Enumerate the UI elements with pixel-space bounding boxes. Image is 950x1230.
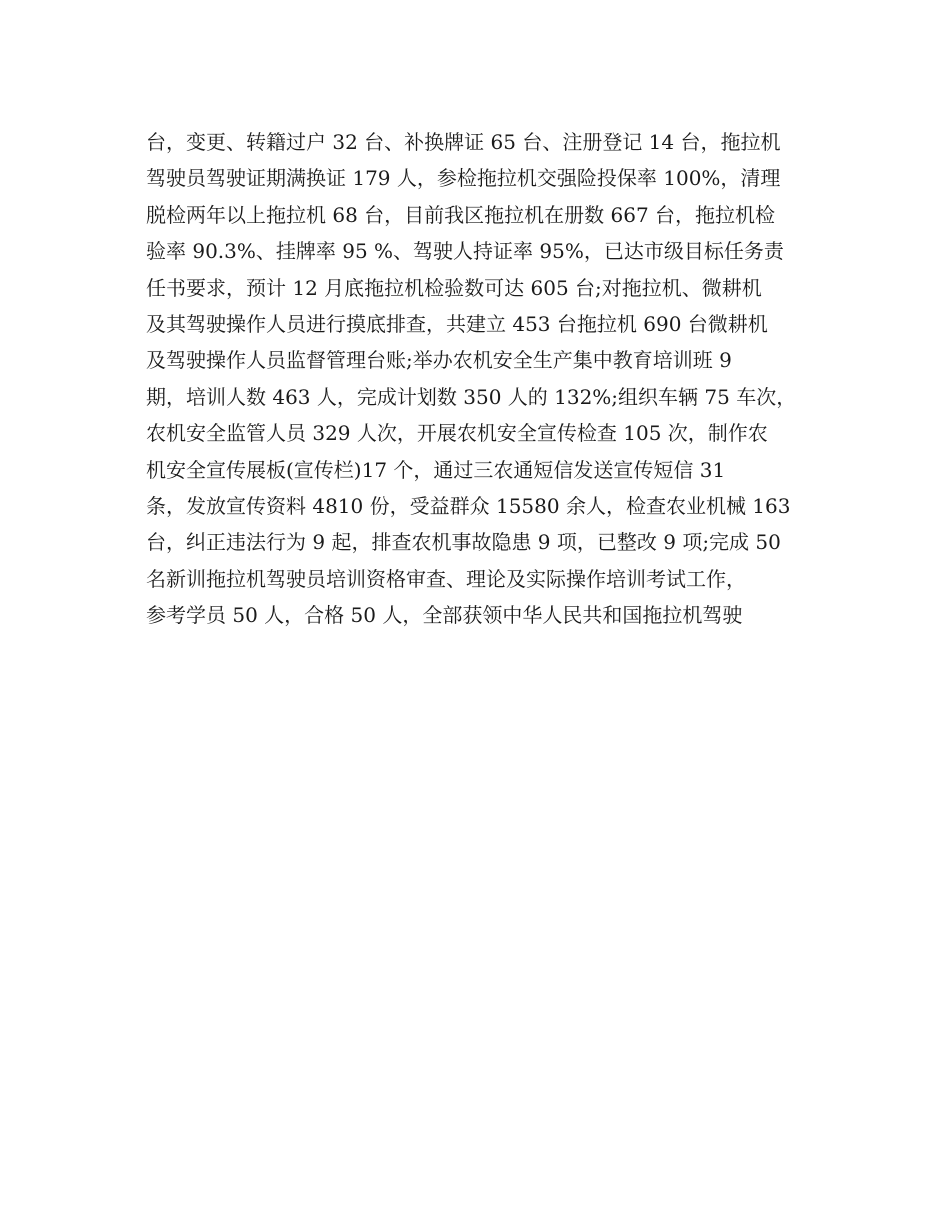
text-line-9: 农机安全监管人员 329 人次，开展农机安全宣传检查 105 次，制作农 <box>146 421 768 446</box>
text-line-4: 验率 90.3%、挂牌率 95 %、驾驶人持证率 95%，已达市级目标任务责 <box>146 239 784 264</box>
text-line-13: 名新训拖拉机驾驶员培训资格审查、理论及实际操作培训考试工作， <box>146 566 746 591</box>
text-line-6: 及其驾驶操作人员进行摸底排查，共建立 453 台拖拉机 690 台微耕机 <box>146 311 768 336</box>
text-line-14: 参考学员 50 人，合格 50 人，全部获领中华人民共和国拖拉机驾驶 <box>146 603 743 628</box>
text-line-7: 及驾驶操作人员监督管理台账;举办农机安全生产集中教育培训班 9 <box>146 348 732 373</box>
text-line-1: 台，变更、转籍过户 32 台、补换牌证 65 台、注册登记 14 台，拖拉机 <box>146 130 781 154</box>
text-line-10: 机安全宣传展板(宣传栏)17 个，通过三农通短信发送宣传短信 31 <box>146 457 726 482</box>
text-line-12: 台，纠正违法行为 9 起，排查农机事故隐患 9 项，已整改 9 项;完成 50 <box>146 530 781 555</box>
text-line-5: 任书要求，预计 12 月底拖拉机检验数可达 605 台;对拖拉机、微耕机 <box>146 275 762 300</box>
text-line-8: 期，培训人数 463 人，完成计划数 350 人的 132%;组织车辆 75 车次， <box>146 384 797 409</box>
body-text <box>146 124 826 633</box>
text-line-11: 条，发放宣传资料 4810 份，受益群众 15580 余人，检查农业机械 163 <box>146 493 791 518</box>
text-line-2: 驾驶员驾驶证期满换证 179 人，参检拖拉机交强险投保率 100%，清理 <box>146 166 781 191</box>
text-line-3: 脱检两年以上拖拉机 68 台，目前我区拖拉机在册数 667 台，拖拉机检 <box>146 202 776 227</box>
